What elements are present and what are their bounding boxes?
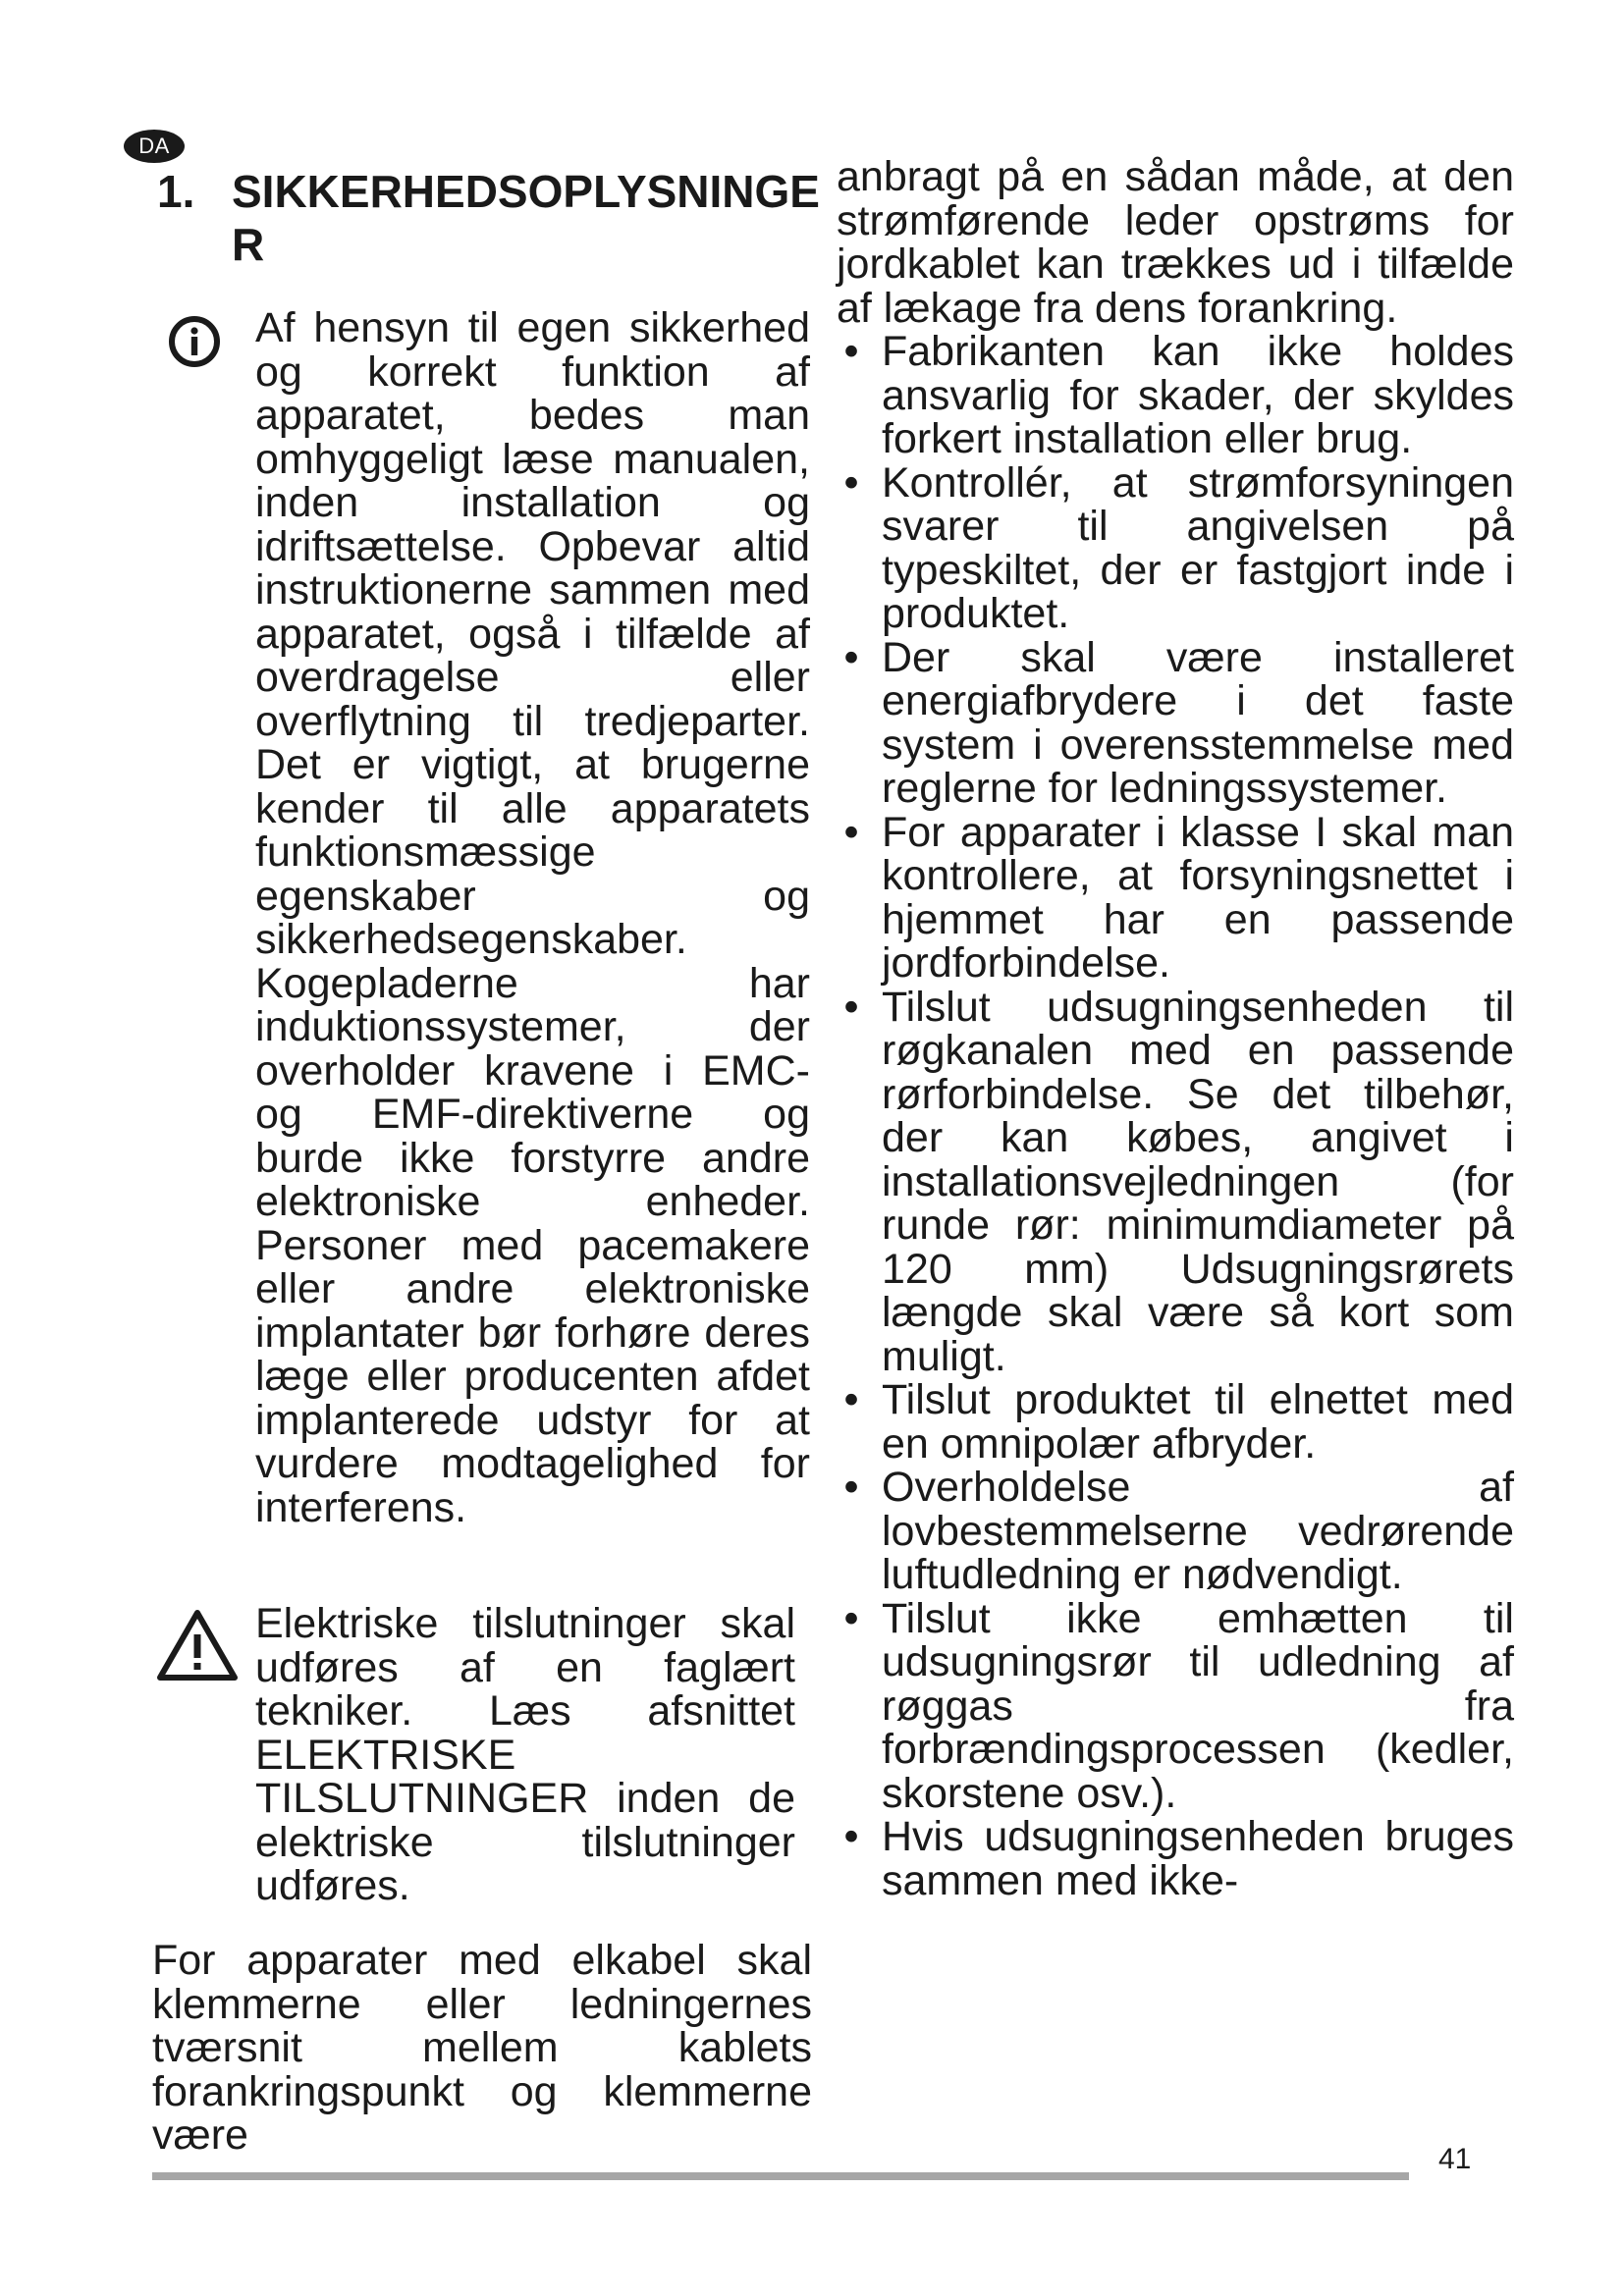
bullet-dot: • <box>843 1464 859 1511</box>
list-item: • Overholdelse af lovbestemmelserne vedrørende luftudledning er nødvendigt. <box>837 1466 1514 1597</box>
section-title: SIKKERHEDSOPLYSNINGER <box>232 166 820 270</box>
bullet-dot: • <box>843 808 859 856</box>
bullet-dot: • <box>843 983 859 1031</box>
bullet-dot: • <box>843 1376 859 1423</box>
list-item: • Tilslut ikke emhætten til udsugningsrør til udledning af røggas fra forbrændingsprocessen (kedler, skorstene osv.). <box>837 1597 1514 1816</box>
language-badge: DA <box>124 130 185 163</box>
bullet-dot: • <box>843 458 859 507</box>
list-item: • Der skal være installeret energiafbrydere i det faste system i overensstemmelse med reglerne for ledningssystemer. <box>837 636 1514 811</box>
bullet-dot: • <box>843 1813 859 1860</box>
list-item: • Fabrikanten kan ikke holdes ansvarlig for skader, der skyldes forkert installation eller brug. <box>837 330 1514 461</box>
warning-triangle-icon <box>155 1607 240 1683</box>
list-item: • Tilslut produktet til elnettet med en omnipolær afbryder. <box>837 1378 1514 1466</box>
page-number: 41 <box>1438 2143 1472 2175</box>
section-number: 1. <box>157 166 195 217</box>
info-icon <box>167 314 222 369</box>
bottom-paragraph: For apparater med elkabel skal klemmerne eller ledningernes tværsnit mellem kablets forankringspunkt og klemmerne være <box>152 1937 812 2159</box>
list-item: • Tilslut udsugningsenheden til røgkanalen med en passende rørforbindelse. Se det tilbehør, der kan købes, angivet i installationsvejledningen (for runde rør: minimumdiameter på 120 mm) Udsugningsrørets længde skal være så kort som muligt. <box>837 986 1514 1379</box>
info-note: Af hensyn til egen sikkerhed og korrekt funktion af apparatet, bedes man omhyggeligt læse manualen, inden installation og idriftsættelse. Opbevar altid instruktionerne sammen med apparatet, også i tilfælde af overdragelse eller overflytning til tredjeparter. Det er vigtigt, at brugerne kender til alle apparatets funktionsmæssige egenskaber og sikkerhedsegenskaber. Kogepladerne har induktionssystemer, der overholder kravene i EMC- og EMF-direktiverne og burde ikke forstyrre andre elektroniske enheder. Personer med pacemakere eller andre elektroniske implantater bør forhøre deres læge eller producenten afdet implanterede udstyr for at vurdere modtagelighed for interferens. <box>255 304 810 1531</box>
list-item: • Kontrollér, at strømforsyningen svarer til angivelsen på typeskiltet, der er fastgjort inde i produktet. <box>837 461 1514 636</box>
bullet-list <box>837 330 1514 1902</box>
bullet-dot: • <box>843 633 859 681</box>
list-item: • Hvis udsugningsenheden bruges sammen med ikke- <box>837 1815 1514 1902</box>
right-intro: anbragt på en sådan måde, at den strømførende leder opstrøms for jordkablet kan trækkes ud i tilfælde af lækage fra dens forankring. <box>837 153 1514 332</box>
bullet-dot: • <box>843 1594 859 1642</box>
list-item: • For apparater i klasse I skal man kontrollere, at forsyningsnettet i hjemmet har en passende jordforbindelse. <box>837 811 1514 986</box>
right-column <box>837 155 1514 1902</box>
bullet-dot: • <box>843 328 859 375</box>
warning-note: Elektriske tilslutninger skal udføres af en faglært tekniker. Læs afsnittet ELEKTRISKE TILSLUTNINGER inden de elektriske tilslutninger udføres. <box>255 1600 795 1909</box>
footer-rule <box>152 2172 1409 2180</box>
